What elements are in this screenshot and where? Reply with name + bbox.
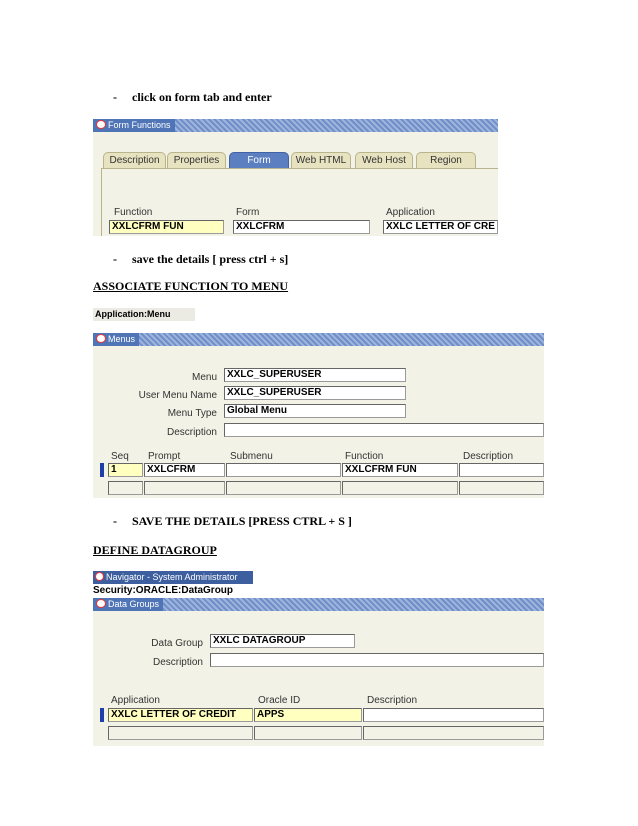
tab-description[interactable]: Description (103, 152, 166, 168)
data-group-field[interactable]: XXLC DATAGROUP (210, 634, 355, 648)
step-instruction-3 (113, 514, 352, 529)
seq-column-header: Seq (111, 451, 129, 462)
step-text: click on form tab and enter (132, 90, 272, 104)
window-title: Data Groups (108, 599, 160, 609)
seq-field[interactable]: 1 (108, 463, 143, 477)
menus-window (93, 333, 544, 498)
row-description-field[interactable] (459, 463, 544, 477)
description-field-empty[interactable] (459, 481, 544, 495)
description-label: Description (166, 427, 217, 438)
tab-web-html[interactable]: Web HTML (291, 152, 351, 168)
step-instruction-1 (113, 90, 272, 105)
description-field[interactable] (210, 653, 544, 667)
oracle-id-field[interactable]: APPS (254, 708, 362, 722)
user-menu-name-label: User Menu Name (138, 390, 217, 401)
window-titlebar (93, 119, 498, 132)
function-column-label: Function (114, 207, 153, 218)
submenu-field[interactable] (226, 463, 341, 477)
oracle-id-column-header: Oracle ID (258, 695, 301, 706)
menu-type-field[interactable]: Global Menu (224, 404, 406, 418)
seq-field-empty[interactable] (108, 481, 143, 495)
oracle-id-field-empty[interactable] (254, 726, 362, 740)
data-groups-window (93, 598, 544, 746)
bullet-dash: - (113, 514, 117, 528)
current-record-indicator (100, 708, 104, 722)
menu-label: Menu (191, 372, 217, 383)
navigator-titlebar (93, 571, 253, 584)
section-heading-datagroup: DEFINE DATAGROUP (93, 543, 217, 557)
tab-form[interactable]: Form (229, 152, 289, 168)
navigator-title: Navigator - System Administrator (106, 572, 238, 582)
description-field-empty[interactable] (363, 726, 544, 740)
description-column-header: Description (367, 695, 418, 706)
current-record-indicator (100, 463, 104, 477)
bullet-dash: - (113, 252, 117, 266)
form-functions-window (93, 119, 498, 236)
form-field[interactable]: XXLCFRM (233, 220, 370, 234)
window-titlebar (93, 333, 544, 346)
tab-properties[interactable]: Properties (167, 152, 226, 168)
oracle-icon (95, 572, 104, 581)
application-column-label: Application (386, 207, 435, 218)
prompt-column-header: Prompt (148, 451, 181, 462)
form-column-label: Form (236, 207, 260, 218)
oracle-icon (96, 120, 106, 129)
bullet-dash: - (113, 90, 117, 104)
window-title: Menus (108, 334, 136, 344)
function-field-empty[interactable] (342, 481, 458, 495)
section-heading-associate: ASSOCIATE FUNCTION TO MENU (93, 279, 289, 293)
row-description-field[interactable] (363, 708, 544, 722)
function-field[interactable]: XXLCFRM FUN (342, 463, 458, 477)
oracle-icon (96, 599, 106, 608)
data-group-label: Data Group (151, 638, 203, 649)
menu-field[interactable]: XXLC_SUPERUSER (224, 368, 406, 382)
step-text: save the details [ press ctrl + s] (132, 252, 289, 266)
user-menu-name-field[interactable]: XXLC_SUPERUSER (224, 386, 406, 400)
navigator-path: Security:ORACLE:DataGroup (93, 585, 234, 596)
menu-type-label: Menu Type (167, 408, 217, 419)
submenu-column-header: Submenu (230, 451, 273, 462)
application-column-header: Application (111, 695, 160, 706)
step-instruction-2 (113, 252, 288, 267)
application-field[interactable]: XXLC LETTER OF CREDIT (108, 708, 253, 722)
nav-path-label: Application:Menu (93, 308, 195, 321)
window-title: Form Functions (108, 120, 171, 130)
application-field-empty[interactable] (108, 726, 253, 740)
tab-region[interactable]: Region (416, 152, 476, 168)
function-column-header: Function (345, 451, 384, 462)
prompt-field[interactable]: XXLCFRM (144, 463, 225, 477)
prompt-field-empty[interactable] (144, 481, 225, 495)
window-titlebar (93, 598, 544, 611)
oracle-icon (96, 334, 106, 343)
description-label: Description (152, 657, 203, 668)
application-field[interactable]: XXLC LETTER OF CRE (383, 220, 498, 234)
function-field[interactable]: XXLCFRM FUN (109, 220, 224, 234)
description-column-header: Description (463, 451, 514, 462)
tab-web-host[interactable]: Web Host (355, 152, 413, 168)
submenu-field-empty[interactable] (226, 481, 341, 495)
description-field[interactable] (224, 423, 544, 437)
step-text: SAVE THE DETAILS [PRESS CTRL + S ] (132, 514, 352, 528)
